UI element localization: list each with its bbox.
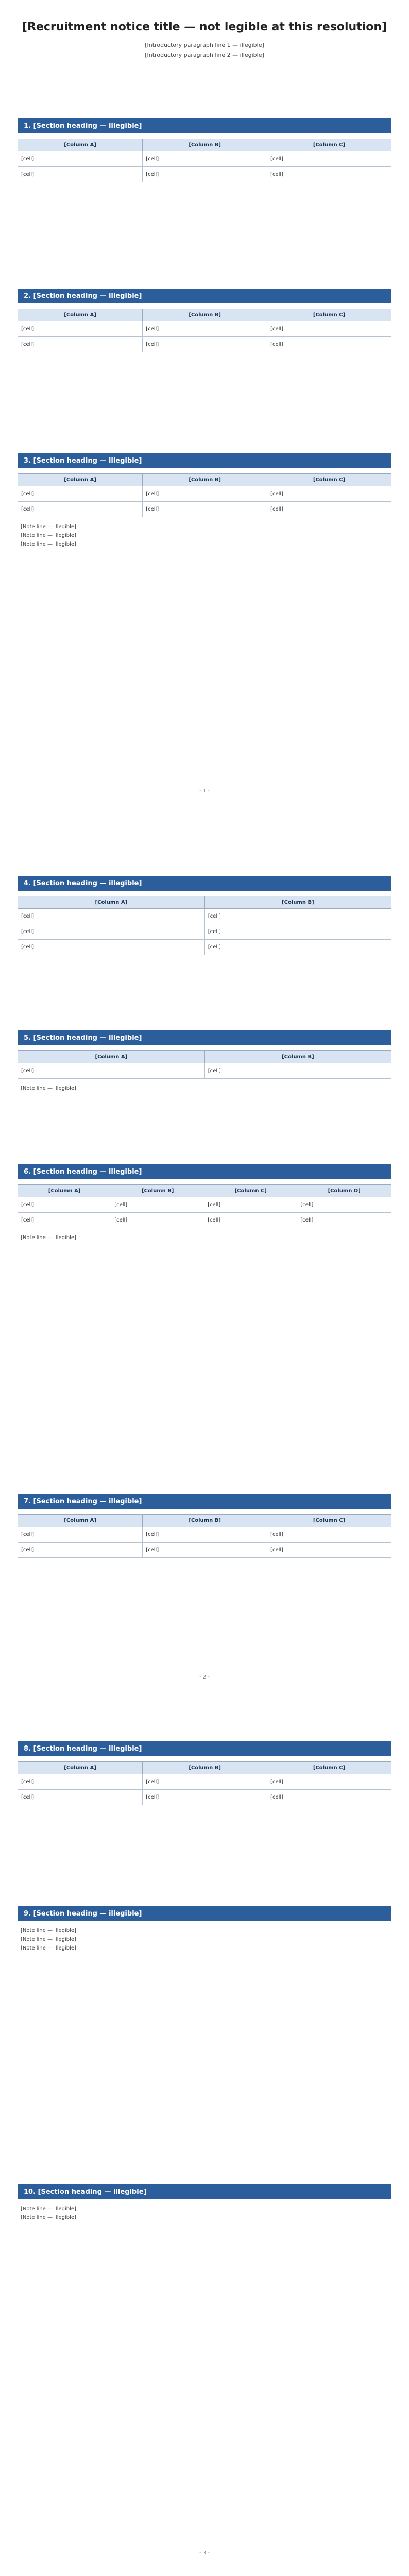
section-block [0,453,409,549]
intro-line: [Introductory paragraph line 1 — illegible] [145,42,264,48]
note-item: [Note line — illegible] [21,2215,76,2221]
section-block [0,1741,409,1805]
table-header-cell: [Column C] [267,1762,391,1774]
table-header-cell: [Column D] [297,1185,391,1197]
section-table [18,473,391,517]
table-row [18,1527,391,1543]
section-heading: 6. [Section heading — illegible] [18,1164,391,1179]
table-header-cell: [Column B] [143,474,267,486]
table-header-row [18,1185,391,1197]
table-row [18,1774,391,1790]
section-notes [21,1233,391,1242]
table-header-cell: [Column B] [143,309,267,321]
section-block [0,118,409,182]
table-header-cell: [Column A] [18,1051,205,1063]
table-cell: [cell] [143,321,267,337]
table-cell: [cell] [18,1063,205,1079]
table-cell: [cell] [204,1063,391,1079]
page-number: - 2 - [199,1674,210,1680]
table-cell: [cell] [18,1197,111,1213]
section-heading: 10. [Section heading — illegible] [18,2184,391,2199]
table-row [18,1063,391,1079]
table-row [18,486,391,502]
section-block [0,1030,409,1093]
table-cell: [cell] [111,1213,204,1228]
section-heading: 9. [Section heading — illegible] [18,1906,391,1921]
note-item: [Note line — illegible] [21,2206,76,2212]
table-row [18,1213,391,1228]
table-cell: [cell] [204,940,391,955]
section-heading: 3. [Section heading — illegible] [18,453,391,468]
section-table [18,139,391,182]
table-cell: [cell] [143,502,267,517]
section-table [18,1761,391,1805]
table-row [18,321,391,337]
table-header-cell: [Column B] [204,1051,391,1063]
note-item: [Note line — illegible] [21,533,76,538]
table-cell: [cell] [18,940,205,955]
table-cell: [cell] [143,151,267,167]
table-header-cell: [Column A] [18,896,205,909]
table-cell: [cell] [18,337,143,352]
table-cell: [cell] [267,167,391,182]
document-header [0,21,409,60]
table-header-cell: [Column B] [111,1185,204,1197]
note-item: [Note line — illegible] [21,1928,76,1934]
table-header-row [18,474,391,486]
section-block [0,2184,409,2222]
note-item: [Note line — illegible] [21,1945,76,1951]
table-cell: [cell] [18,909,205,924]
section-block [0,289,409,352]
section-heading: 8. [Section heading — illegible] [18,1741,391,1756]
table-header-row [18,309,391,321]
section-table [18,896,391,955]
table-cell: [cell] [267,337,391,352]
table-cell: [cell] [267,151,391,167]
table-cell: [cell] [18,167,143,182]
table-cell: [cell] [143,486,267,502]
section-block [0,1164,409,1242]
table-cell: [cell] [111,1197,204,1213]
table-cell: [cell] [204,909,391,924]
table-header-row [18,1762,391,1774]
section-table [18,1184,391,1228]
section-heading: 5. [Section heading — illegible] [18,1030,391,1045]
section-notes [21,522,391,549]
document-title: [Recruitment notice title — not legible at this resolution] [22,21,387,33]
section-notes [21,2205,391,2222]
page-number: - 1 - [199,788,210,794]
table-header-cell: [Column C] [267,139,391,151]
table-cell: [cell] [143,1774,267,1790]
table-cell: [cell] [143,337,267,352]
note-item: [Note line — illegible] [21,1937,76,1942]
section-table [18,1050,391,1079]
table-row [18,151,391,167]
table-row [18,167,391,182]
table-row [18,1543,391,1558]
table-row [18,1790,391,1805]
table-cell: [cell] [18,1213,111,1228]
table-header-cell: [Column C] [267,309,391,321]
table-header-cell: [Column C] [267,1515,391,1527]
table-cell: [cell] [267,486,391,502]
section-block [0,1494,409,1558]
table-cell: [cell] [18,502,143,517]
table-cell: [cell] [18,151,143,167]
table-header-row [18,896,391,909]
table-cell: [cell] [297,1213,391,1228]
table-row [18,1197,391,1213]
table-cell: [cell] [18,1527,143,1543]
intro-line: [Introductory paragraph line 2 — illegible] [145,51,264,58]
table-row [18,940,391,955]
section-block [0,876,409,955]
table-cell: [cell] [267,1790,391,1805]
section-table [18,1514,391,1558]
table-cell: [cell] [143,1527,267,1543]
table-cell: [cell] [18,1543,143,1558]
table-cell: [cell] [18,1790,143,1805]
table-header-row [18,1515,391,1527]
section-heading: 4. [Section heading — illegible] [18,876,391,891]
table-row [18,909,391,924]
table-cell: [cell] [18,1774,143,1790]
table-header-cell: [Column A] [18,1762,143,1774]
table-header-cell: [Column A] [18,139,143,151]
table-row [18,337,391,352]
section-notes [21,1084,391,1093]
table-cell: [cell] [267,321,391,337]
section-heading: 1. [Section heading — illegible] [18,118,391,133]
table-header-cell: [Column A] [18,309,143,321]
table-cell: [cell] [18,486,143,502]
table-cell: [cell] [143,1790,267,1805]
table-header-cell: [Column B] [143,1515,267,1527]
table-cell: [cell] [204,924,391,940]
note-item: [Note line — illegible] [21,1086,76,1091]
table-cell: [cell] [297,1197,391,1213]
table-header-cell: [Column A] [18,1185,111,1197]
table-cell: [cell] [143,167,267,182]
table-cell: [cell] [267,1543,391,1558]
table-cell: [cell] [267,1527,391,1543]
table-cell: [cell] [267,502,391,517]
table-cell: [cell] [18,924,205,940]
note-item: [Note line — illegible] [21,541,76,547]
section-table [18,309,391,352]
section-heading: 7. [Section heading — illegible] [18,1494,391,1509]
page-number: - 3 - [199,2550,210,2556]
table-header-cell: [Column B] [204,896,391,909]
table-row [18,502,391,517]
table-row [18,924,391,940]
table-header-row [18,1051,391,1063]
table-header-cell: [Column B] [143,1762,267,1774]
note-item: [Note line — illegible] [21,1235,76,1241]
table-header-cell: [Column A] [18,1515,143,1527]
section-heading: 2. [Section heading — illegible] [18,289,391,303]
table-header-row [18,139,391,151]
section-block [0,1906,409,1953]
table-cell: [cell] [267,1774,391,1790]
table-header-cell: [Column C] [204,1185,297,1197]
table-header-cell: [Column B] [143,139,267,151]
table-cell: [cell] [143,1543,267,1558]
note-item: [Note line — illegible] [21,524,76,530]
section-notes [21,1926,391,1953]
table-cell: [cell] [204,1213,297,1228]
table-header-cell: [Column C] [267,474,391,486]
intro-text [0,41,409,60]
table-cell: [cell] [204,1197,297,1213]
table-cell: [cell] [18,321,143,337]
table-header-cell: [Column A] [18,474,143,486]
